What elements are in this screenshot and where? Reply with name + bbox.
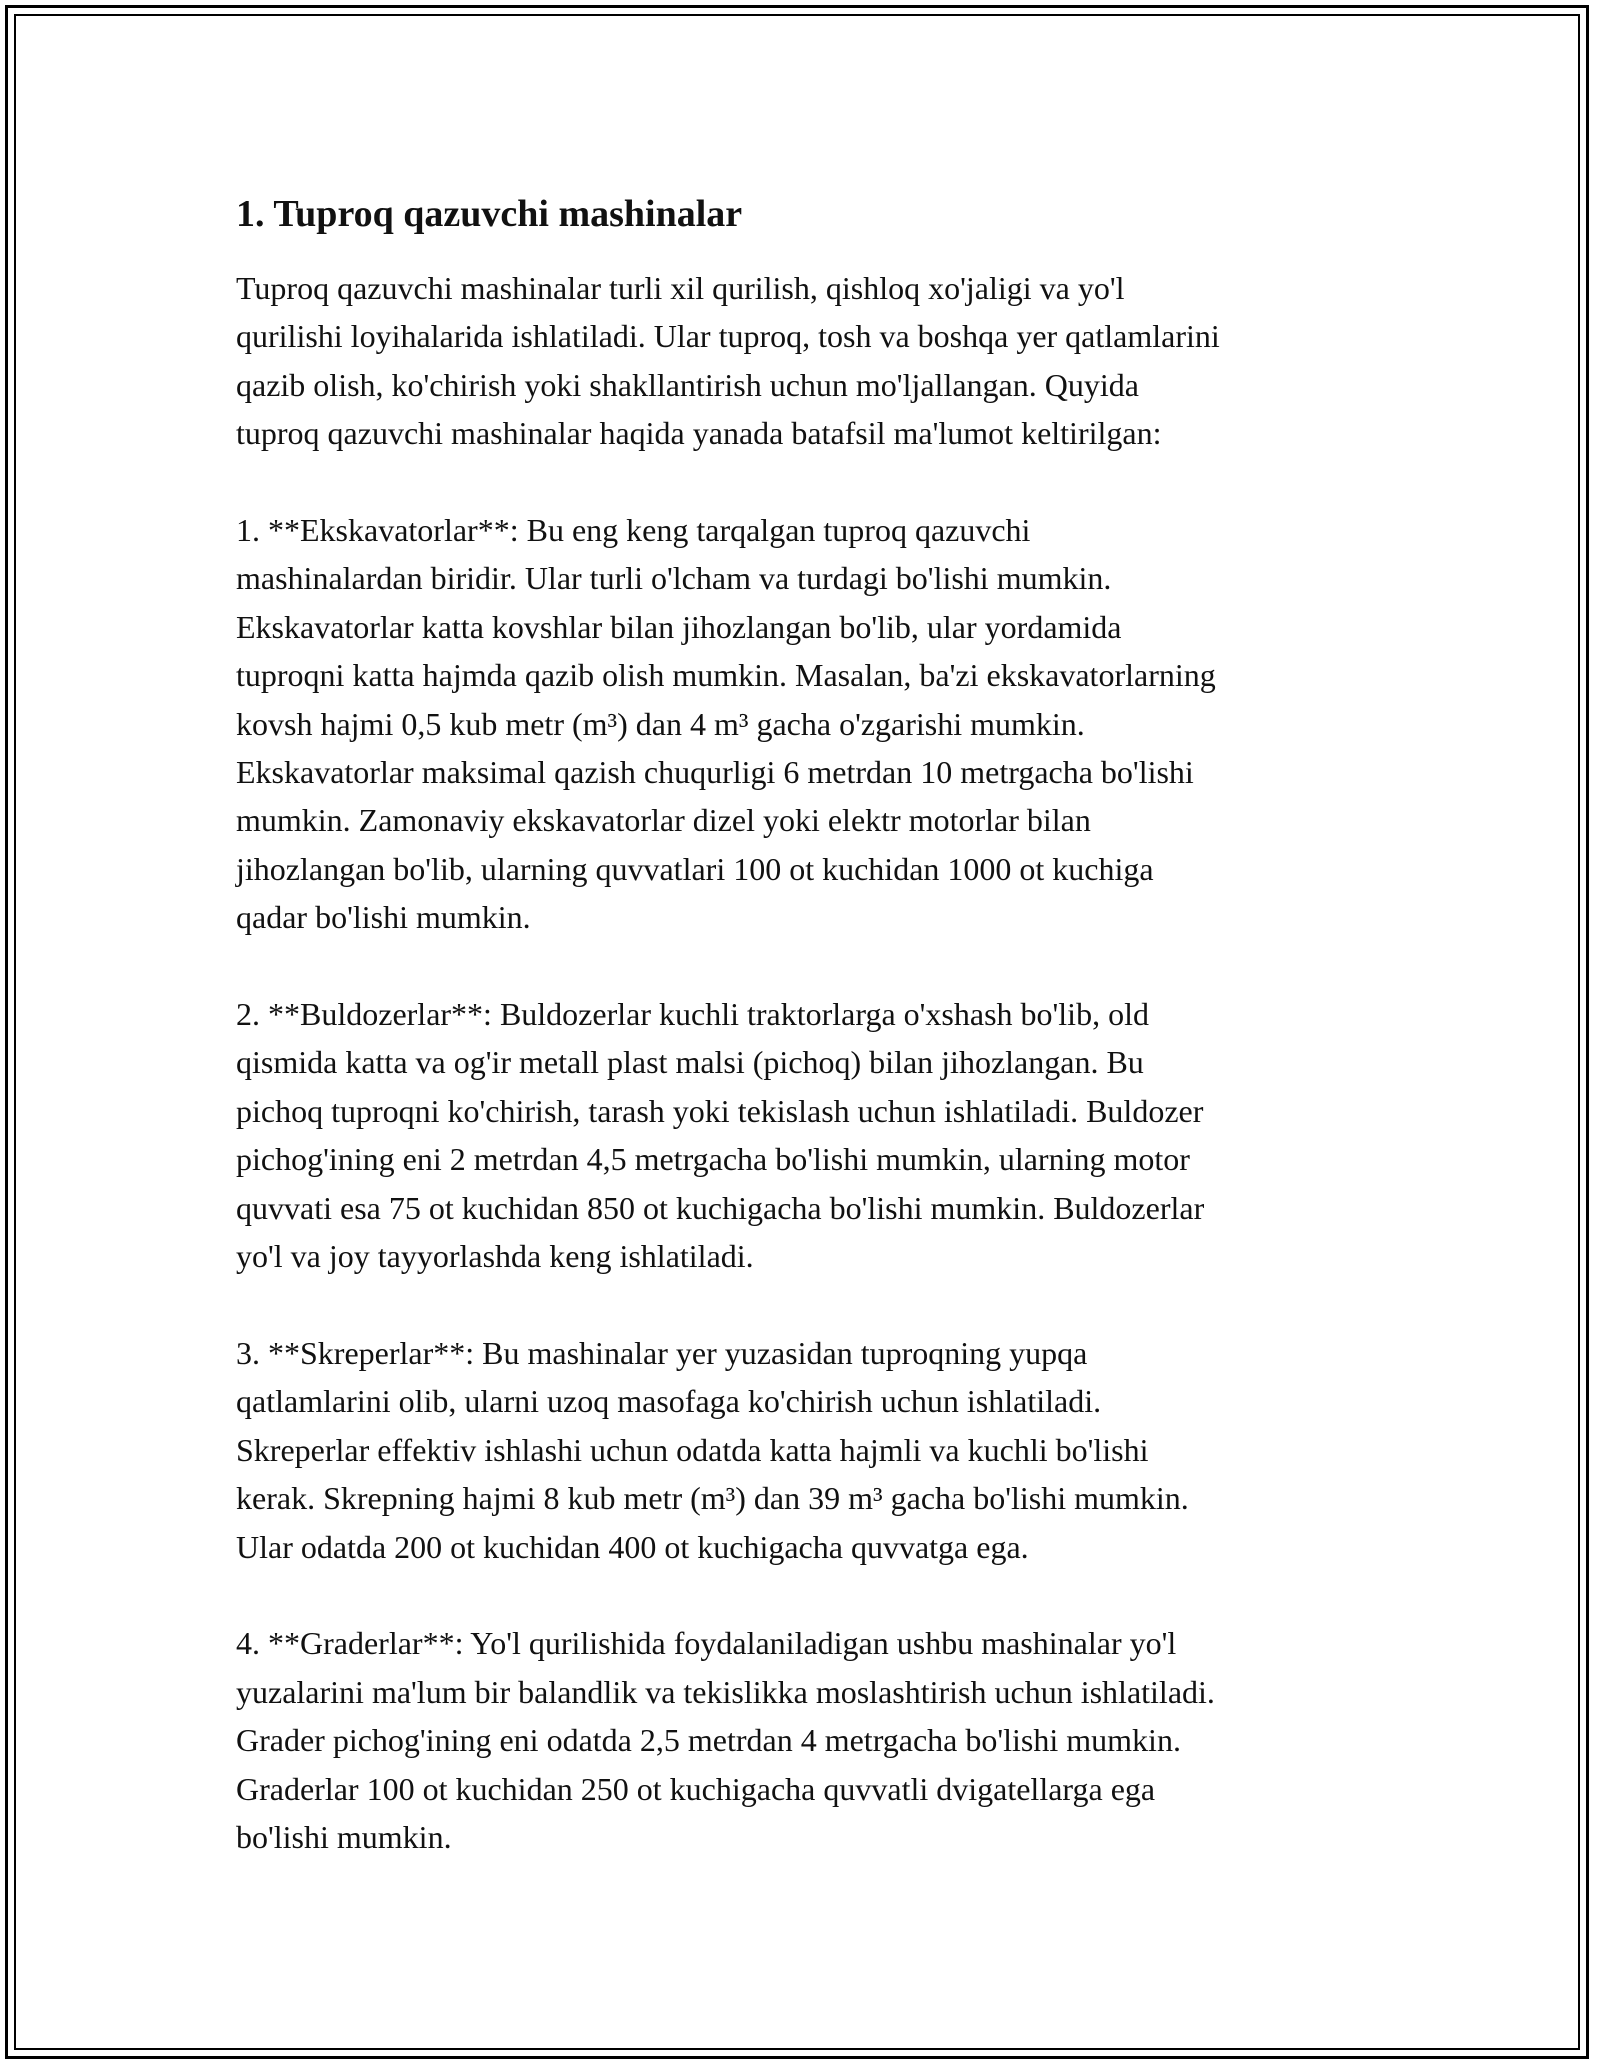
scrapers-paragraph: 3. **Skreperlar**: Bu mashinalar yer yuzasidan tuproqning yupqa qatlamlarini olib, ularni uzoq masofaga ko'chirish uchun ishlatiladi. Skreperlar effektiv ishlashi uchun odatda katta hajmli va kuchli bo'lishi kerak. Skrepning hajmi 8 kub metr (m³) dan 39 m³ gacha bo'lishi mumkin. Ular odatda 200 ot kuchidan 400 ot kuchigacha quvvatga ega. xyxy=(236,1334,1189,1565)
document-title: 1. Tuproq qazuvchi mashinalar xyxy=(236,193,743,235)
graders-paragraph: 4. **Graderlar**: Yo'l qurilishida foydalaniladigan ushbu mashinalar yo'l yuzalarini ma'lum bir balandlik va tekislikka moslashtirish uchun ishlatiladi. Grader pichog'ining eni odatda 2,5 metrdan 4 metrgacha bo'lishi mumkin. Graderlar 100 ot kuchidan 250 ot kuchigacha quvvatli dvigatellarga ega bo'lishi mumkin. xyxy=(236,1625,1215,1855)
bulldozers-paragraph: 2. **Buldozerlar**: Buldozerlar kuchli traktorlarga o'xshash bo'lib, old qismida katta va og'ir metall plast malsi (pichoq) bilan jihozlangan. Bu pichoq tuproqni ko'chirish, tarash yoki tekislash uchun ishlatiladi. Buldozer pichog'ining eni 2 metrdan 4,5 metrgacha bo'lishi mumkin, ularning motor quvvati esa 75 ot kuchidan 850 ot kuchigacha bo'lishi mumkin. Buldozerlar yo'l va joy tayyorlashda keng ishlatiladi. xyxy=(236,996,1205,1275)
intro-paragraph: Tuproq qazuvchi mashinalar turli xil qurilish, qishloq xo'jaligi va yo'l qurilishi loyihalarida ishlatiladi. Ular tuproq, tosh va boshqa yer qatlamlarini qazib olish, ko'chirish yoki shakllantirish uchun mo'ljallangan. Quyida tuproq qazuvchi mashinalar haqida yanada batafsil ma'lumot keltirilgan: xyxy=(236,270,1220,452)
excavators-paragraph: 1. **Ekskavatorlar**: Bu eng keng tarqalgan tuproq qazuvchi mashinalardan biridir. Ular turli o'lcham va turdagi bo'lishi mumkin. Ekskavatorlar katta kovshlar bilan jihozlangan bo'lib, ular yordamida tuproqni katta hajmda qazib olish mumkin. Masalan, ba'zi ekskavatorlarning kovsh hajmi 0,5 kub metr (m³) dan 4 m³ gacha o'zgarishi mumkin. Ekskavatorlar maksimal qazish chuqurligi 6 metrdan 10 metrgacha bo'lishi mumkin. Zamonaviy ekskavatorlar dizel yoki elektr motorlar bilan jihozlangan bo'lib, ularning quvvatlari 100 ot kuchidan 1000 ot kuchiga qadar bo'lishi mumkin. xyxy=(236,512,1216,936)
document-body xyxy=(236,190,1376,1910)
